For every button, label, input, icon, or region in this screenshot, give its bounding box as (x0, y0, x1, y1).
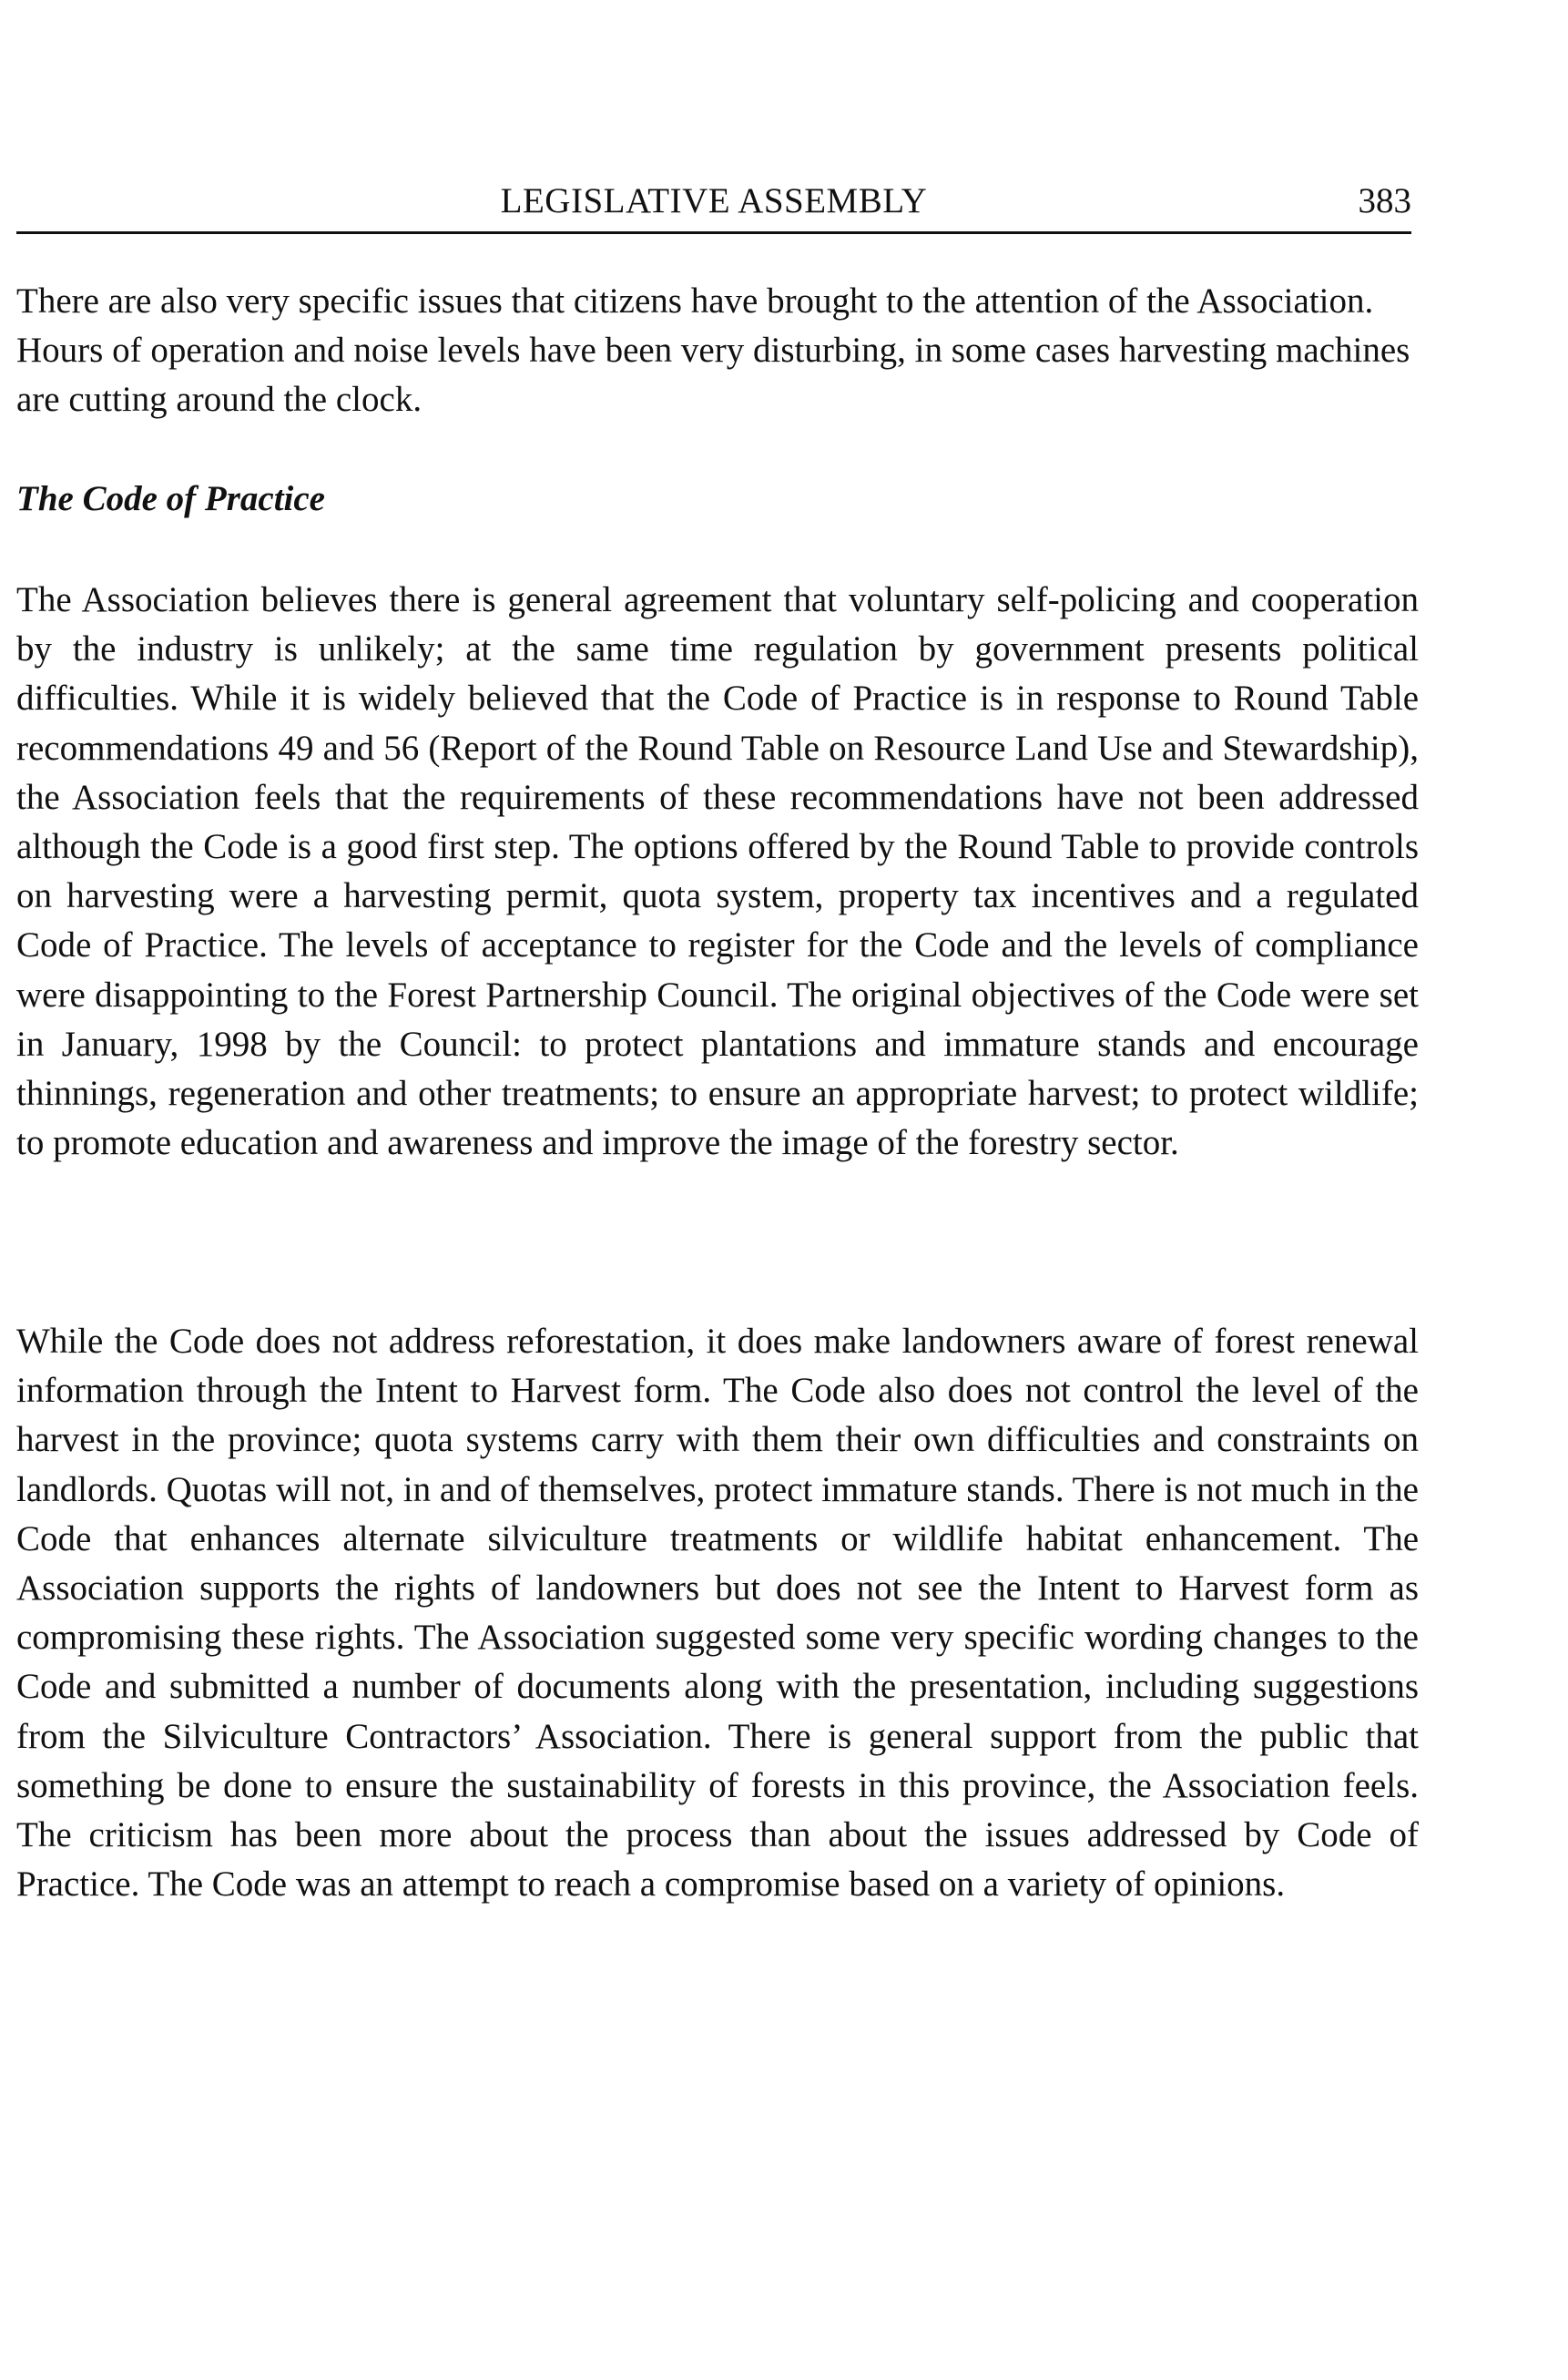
body-paragraph-3: While the Code does not address reforestation, it does make landowners aware of forest renewal information through the Intent to Harvest form. The Code also does not control the level of the harvest in the province; quota systems carry with them their own difficulties and constraints on landlords. Quotas will not, in and of themselves, protect immature stands. There is not much in the Code that enhances alternate silviculture treatments or wildlife habitat enhancement. The Association supports the rights of landowners but does not see the Intent to Harvest form as compromising these rights. The Association suggested some very specific wording changes to the Code and submitted a number of documents along with the presentation, including suggestions from the Silviculture Contractors’ Association. There is general support from the public that something be done to ensure the sustainability of forests in this province, the Association feels. The criticism has been more about the process than about the issues addressed by Code of Practice. The Code was an attempt to reach a compromise based on a variety of opinions. (16, 1322, 1419, 1905)
section-heading: The Code of Practice (16, 479, 325, 518)
body-paragraph-2: The Association believes there is general agreement that voluntary self-policing and cooperation by the industry is unlikely; at the same time regulation by government presents political difficulties. While it is widely believed that the Code of Practice is in response to Round Table recommendations 49 and 56 (Report of the Round Table on Resource Land Use and Stewardship), the Association feels that the requirements of these recommendations have not been addressed although the Code is a good first step. The options offered by the Round Table to provide controls on harvesting were a harvesting permit, quota system, property tax incentives and a regulated Code of Practice. The levels of acceptance to register for the Code and the levels of compliance were disappointing to the Forest Partnership Council. The original objectives of the Code were set in January, 1998 by the Council: to protect plantations and immature stands and encourage thinnings, regeneration and other treatments; to ensure an appropriate harvest; to protect wildlife; to promote education and awareness and improve the image of the forestry sector. (16, 580, 1419, 1163)
running-header (16, 177, 1411, 234)
page-number: 383 (1358, 181, 1411, 220)
running-title: LEGISLATIVE ASSEMBLY (500, 181, 928, 220)
body-paragraph-1: There are also very specific issues that citizens have brought to the attention of the Association. Hours of operation and noise levels have been very disturbing, in some cases harvesting machines are cutting around the clock. (16, 281, 1410, 420)
